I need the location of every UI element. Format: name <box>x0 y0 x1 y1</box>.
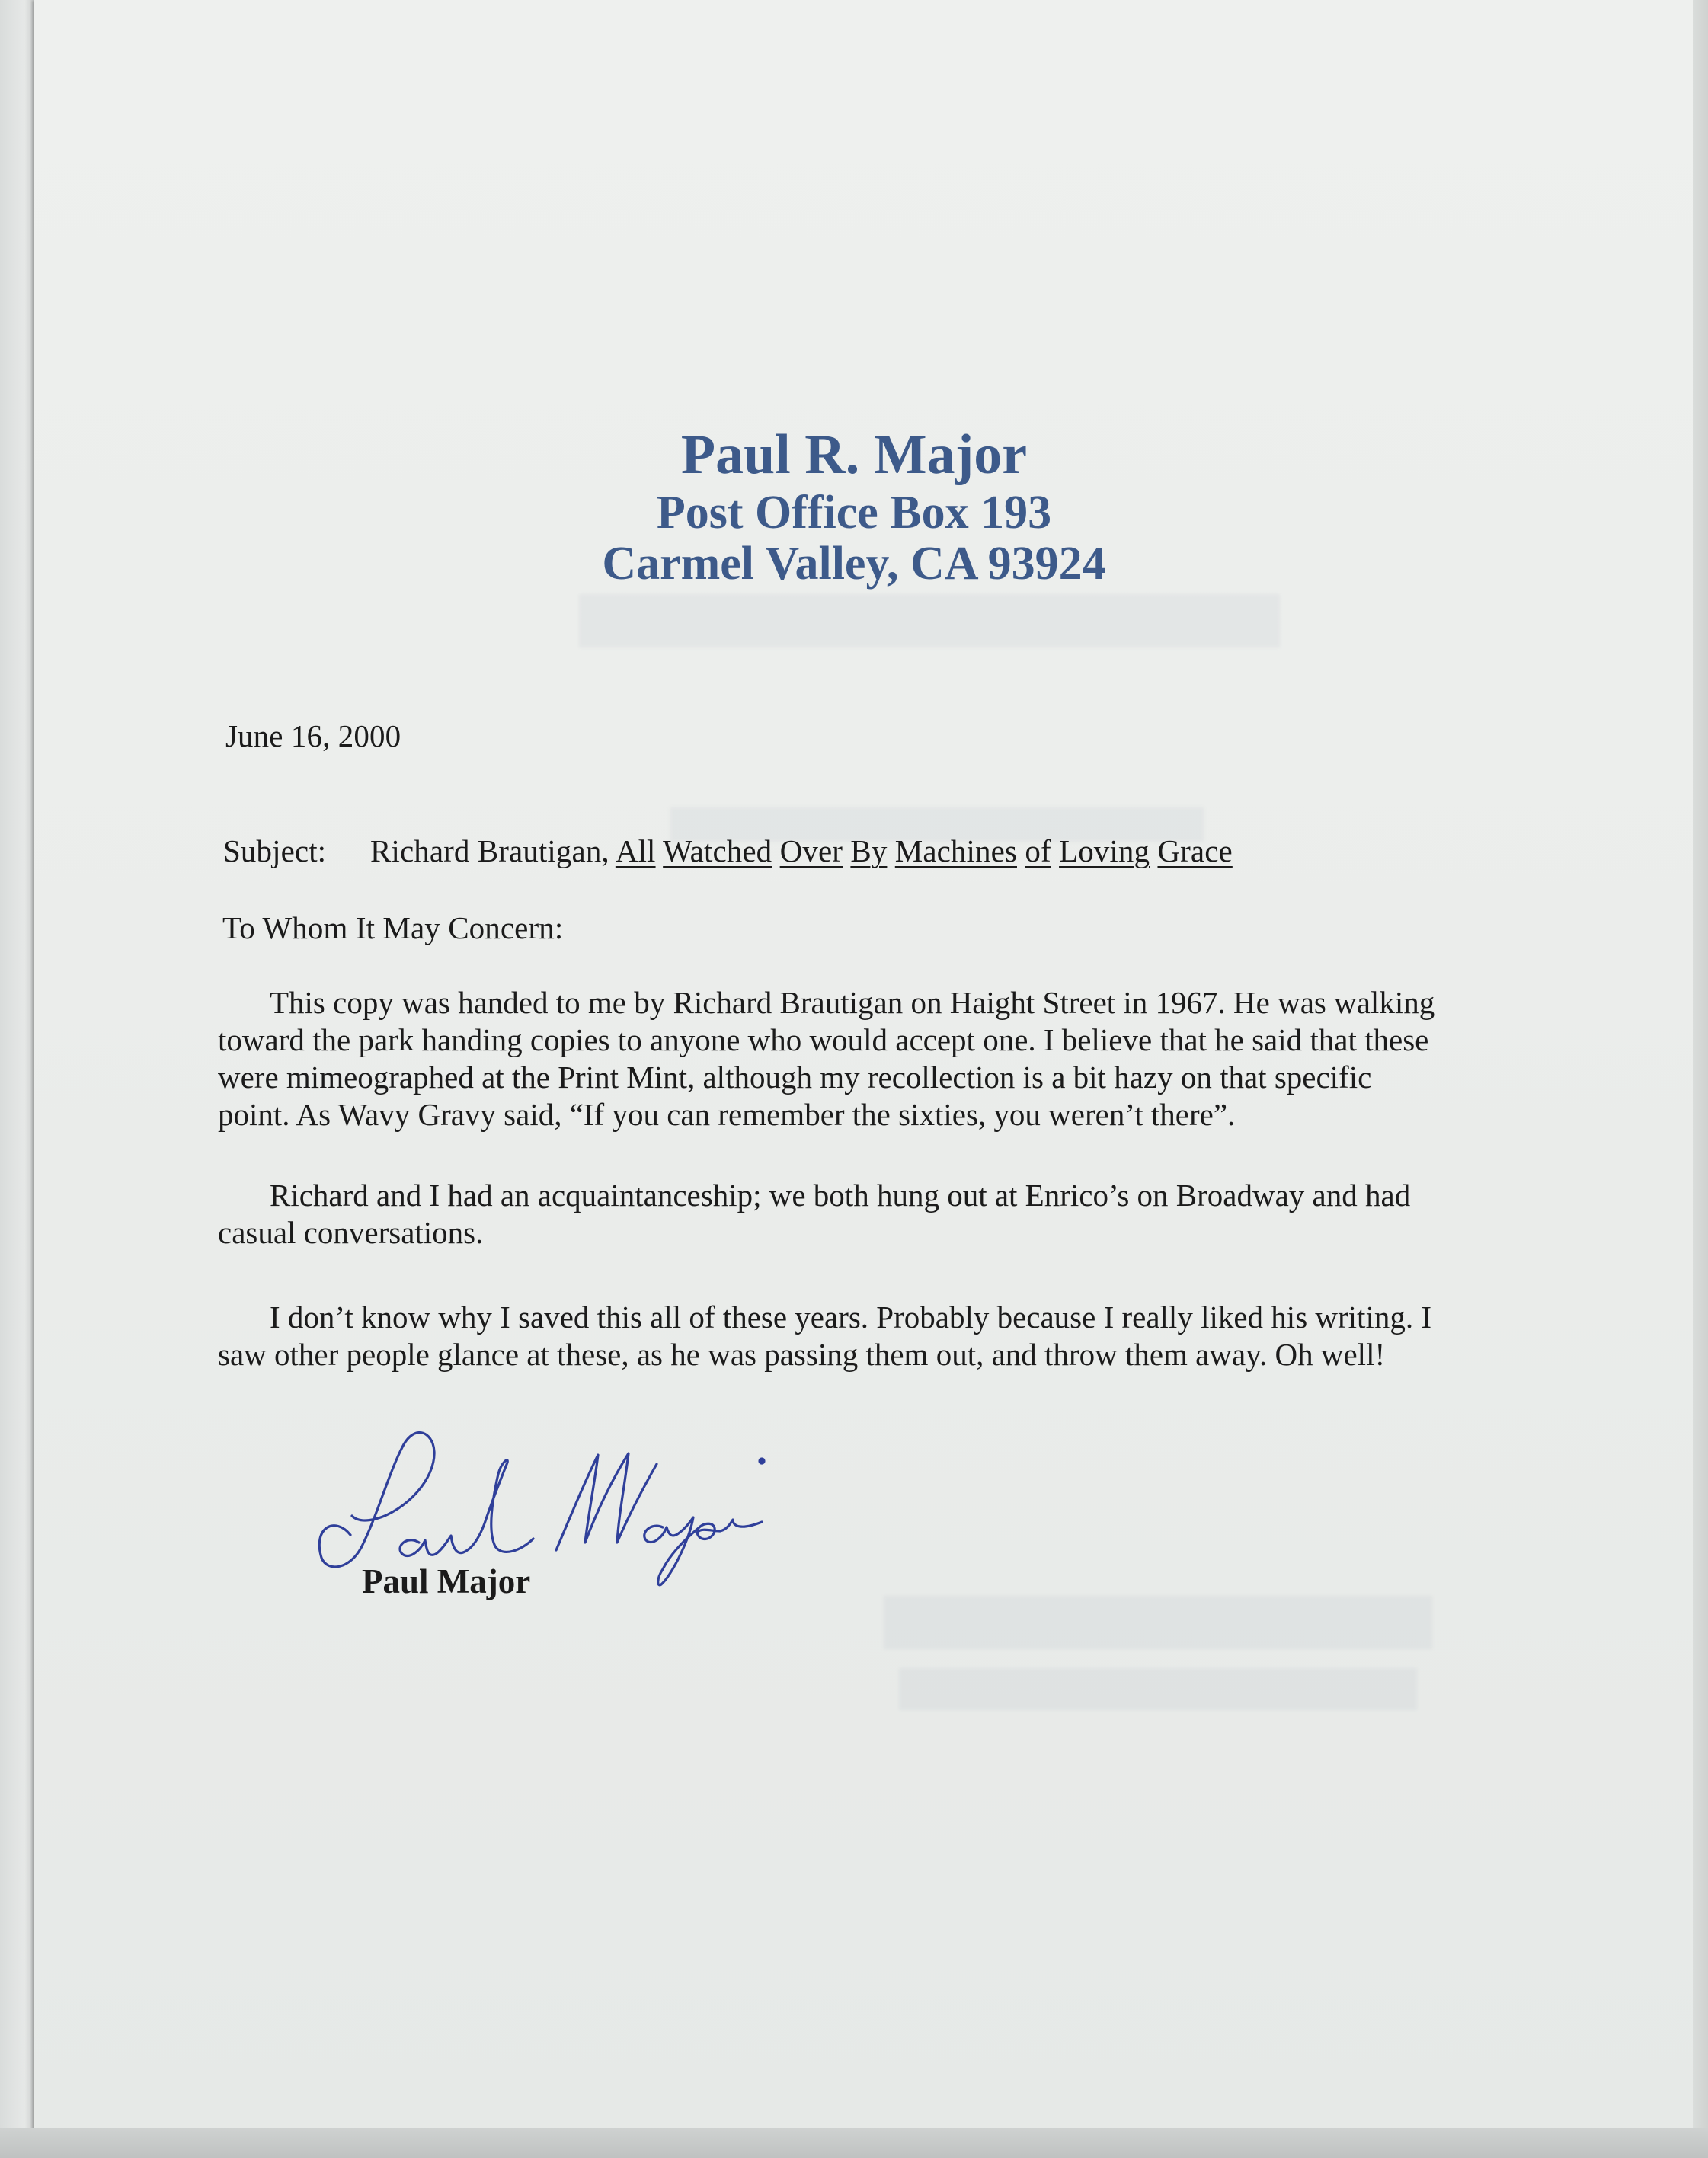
salutation: To Whom It May Concern: <box>222 910 564 945</box>
show-through <box>884 1596 1432 1649</box>
paragraph-3 <box>218 1299 1505 1373</box>
letter-date: June 16, 2000 <box>225 718 401 753</box>
paragraph-line: I don’t know why I saved this all of these years. Probably because I really liked his writing. I <box>270 1300 1431 1335</box>
paragraph-line: casual conversations. <box>218 1215 484 1250</box>
paragraph-line: toward the park handing copies to anyone who would accept one. I believe that he said that these <box>218 1022 1429 1057</box>
subject-title-word: All <box>615 833 656 868</box>
backdrop-bottom <box>0 2128 1708 2158</box>
backdrop <box>0 0 35 2158</box>
paragraph-line: This copy was handed to me by Richard Brautigan on Haight Street in 1967. He was walking <box>270 985 1435 1020</box>
paragraph-2 <box>218 1177 1505 1252</box>
letterhead-address-line2: Carmel Valley, CA 93924 <box>602 538 1106 590</box>
subject-title-word: Grace <box>1157 833 1233 868</box>
subject-title-word: Machines <box>894 833 1017 868</box>
paragraph-line: point. As Wavy Gravy said, “If you can remember the sixties, you weren’t there”. <box>218 1097 1236 1132</box>
paragraph-line: Richard and I had an acquaintanceship; we both hung out at Enrico’s on Broadway and had <box>270 1178 1411 1213</box>
subject-title-word: Over <box>779 833 843 868</box>
subject-label: Subject: <box>223 833 327 868</box>
paragraph-1 <box>218 984 1505 1133</box>
signer-name: Paul Major <box>362 1562 531 1600</box>
letterhead-name: Paul R. Major <box>680 424 1028 486</box>
subject-line <box>223 833 1233 869</box>
paragraph-line: were mimeographed at the Print Mint, although my recollection is a bit hazy on that specific <box>218 1060 1372 1095</box>
show-through <box>579 594 1280 647</box>
show-through <box>899 1668 1417 1710</box>
subject-title-word: By <box>850 833 888 868</box>
subject-prefix: Richard Brautigan, <box>370 833 616 868</box>
paragraph-line: saw other people glance at these, as he was passing them out, and throw them away. Oh well! <box>218 1337 1386 1372</box>
subject-title-word: Watched <box>663 833 772 868</box>
page-edge <box>1693 0 1708 2158</box>
subject-title-word: of <box>1025 833 1051 868</box>
letterhead-address-line1: Post Office Box 193 <box>656 487 1052 539</box>
subject-title-word: Loving <box>1059 833 1150 868</box>
